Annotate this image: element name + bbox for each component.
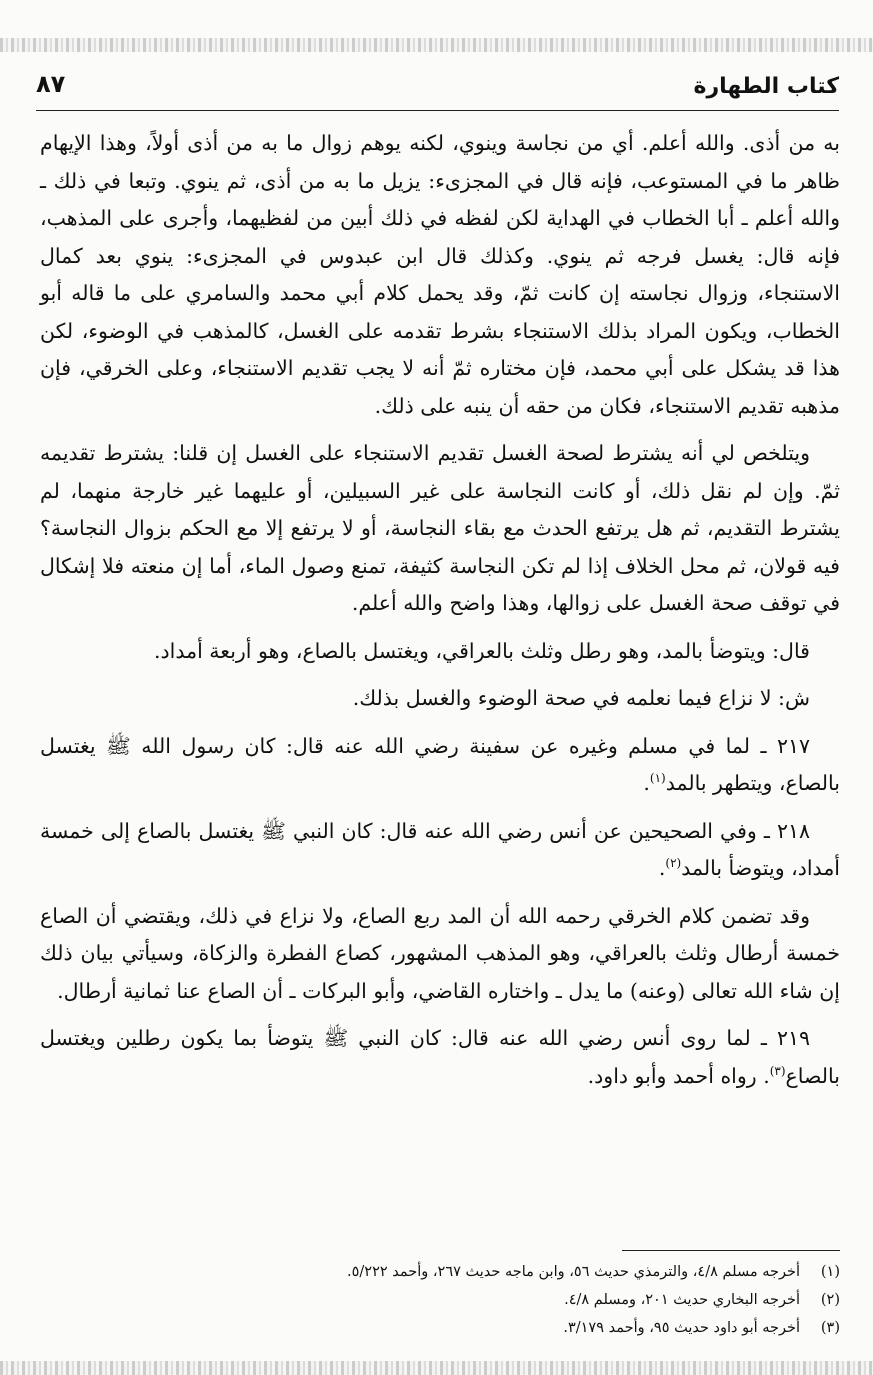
- footnote-ref: (٢): [665, 856, 682, 871]
- page-header: [36, 62, 839, 111]
- footnote-text: أخرجه أبو داود حديث ٩٥، وأحمد ٣/١٧٩.: [563, 1320, 800, 1336]
- footnote: [140, 1258, 840, 1286]
- paragraph: وقد تضمن كلام الخرقي رحمه الله أن المد ربع الصاع، ولا نزاع في ذلك، ويقتضي أن الصاع خمسة أرطال وثلث بالعراقي، وهو المذهب المشهور، كصاع الفطرة والزكاة، وسيأتي بيان ذلك إن شاء الله تعالى (وعنه) ما يدل ـ واختاره القاضي، وأبو البركات ـ أن الصاع عنا ثمانية أرطال.: [40, 903, 840, 1003]
- footnote: [140, 1314, 840, 1342]
- main-text: [40, 125, 840, 1105]
- footnote-separator: [622, 1250, 840, 1251]
- scan-border-bottom: [0, 1361, 873, 1375]
- page-number: ٨٧: [36, 70, 66, 98]
- hadith-218: ٢١٨ ـ وفي الصحيحين عن أنس رضي الله عنه قال: كان النبي ﷺ يغتسل بالصاع إلى خمسة أمداد، ويتوضأ بالمد$^{(٢)}$.: [40, 818, 840, 880]
- footnote-number: (٣): [820, 1320, 840, 1336]
- hadith-219: [40, 1020, 840, 1095]
- footnote-ref: (١): [649, 771, 666, 786]
- hadith-217: ٢١٧ ـ لما في مسلم وغيره عن سفينة رضي الله عنه قال: كان رسول الله ﷺ يغتسل بالصاع، ويتطهر بالمد$^{(١)}$.: [40, 733, 840, 795]
- paragraph: ويتلخص لي أنه يشترط لصحة الغسل تقديم الاستنجاء على الغسل إن قلنا: يشترط تقديمه ثمّ. وإن لم نقل ذلك، أو كانت النجاسة على غير السبيلين، أو عليهما غير خارجة منهما، لم يشترط التقديم، ثم هل يرتفع الحدث مع بقاء النجاسة، أو لا يرتفع إلا مع الحكم بزوال النجاسة؟ فيه قولان، ثم محل الخلاف إذا لم تكن النجاسة كثيفة، تمنع وصول الماء، أما إن منعته فلا إشكال في توقف صحة الغسل على زوالها، وهذا واضح والله أعلم.: [40, 441, 840, 615]
- paragraph: به من أذى. والله أعلم. أي من نجاسة وينوي، لكنه يوهم زوال ما به من أذى أولاً، وهذا الإيهام ظاهر ما في المستوعب، فإنه قال في المجزىء: يزيل ما به من أذى، ثم ينوي. وتبعا في ذلك ـ والله أعلم ـ أبا الخطاب في الهداية لكن لفظه في ذلك أبين من لفظيهما، وأجرى على المذهب، فإنه قال: يغسل فرجه ثم ينوي. وكذلك قال ابن عبدوس في المجزىء: ينوي بعد كمال الاستنجاء، وزوال نجاسته إن كانت ثمّ، وقد يحمل كلام أبي محمد والسامري على ما قاله أبو الخطاب، ويكون المراد بذلك الاستنجاء بشرط تقدمه على الغسل، كالمذهب في الوضوء، لكن هذا قد يشكل على أبي محمد، فإن مختاره ثمّ أنه لا يجب تقديم الاستنجاء، وعلى الخرقي، فإن مذهبه تقديم الاستنجاء، فكان من حقه أن ينبه على ذلك.: [40, 131, 840, 418]
- hadith-text: ٢١٨ ـ وفي الصحيحين عن أنس رضي الله عنه قال: كان النبي ﷺ يغتسل بالصاع إلى خمسة أمداد، ويتوضأ بالمد: [40, 818, 840, 880]
- footnote-ref: (٣): [769, 1063, 786, 1078]
- scan-border-top: [0, 38, 873, 52]
- running-title: كتاب الطهارة: [693, 74, 839, 99]
- footnotes: [140, 1258, 840, 1342]
- paragraph: ش: لا نزاع فيما نعلمه في صحة الوضوء والغسل بذلك.: [352, 686, 810, 710]
- footnote-text: أخرجه مسلم ٤/٨، والترمذي حديث ٥٦، وابن ماجه حديث ٢٦٧، وأحمد ٥/٢٢٢.: [347, 1264, 800, 1280]
- hadith-source: . رواه أحمد وأبو داود.: [587, 1063, 770, 1088]
- footnote: [140, 1286, 840, 1314]
- footnote-number: (١): [820, 1264, 840, 1280]
- hadith-text: ٢١٩ ـ لما روى أنس رضي الله عنه قال: كان النبي ﷺ يتوضأ بما يكون رطلين ويغتسل بالصاع: [40, 1026, 840, 1088]
- footnote-text: أخرجه البخاري حديث ٢٠١، ومسلم ٤/٨.: [564, 1292, 800, 1308]
- hadith-text: ٢١٧ ـ لما في مسلم وغيره عن سفينة رضي الله عنه قال: كان رسول الله ﷺ يغتسل بالصاع، ويتطهر بالمد: [40, 733, 840, 795]
- paragraph: قال: ويتوضأ بالمد، وهو رطل وثلث بالعراقي، ويغتسل بالصاع، وهو أربعة أمداد.: [154, 638, 810, 663]
- footnote-number: (٢): [820, 1292, 840, 1308]
